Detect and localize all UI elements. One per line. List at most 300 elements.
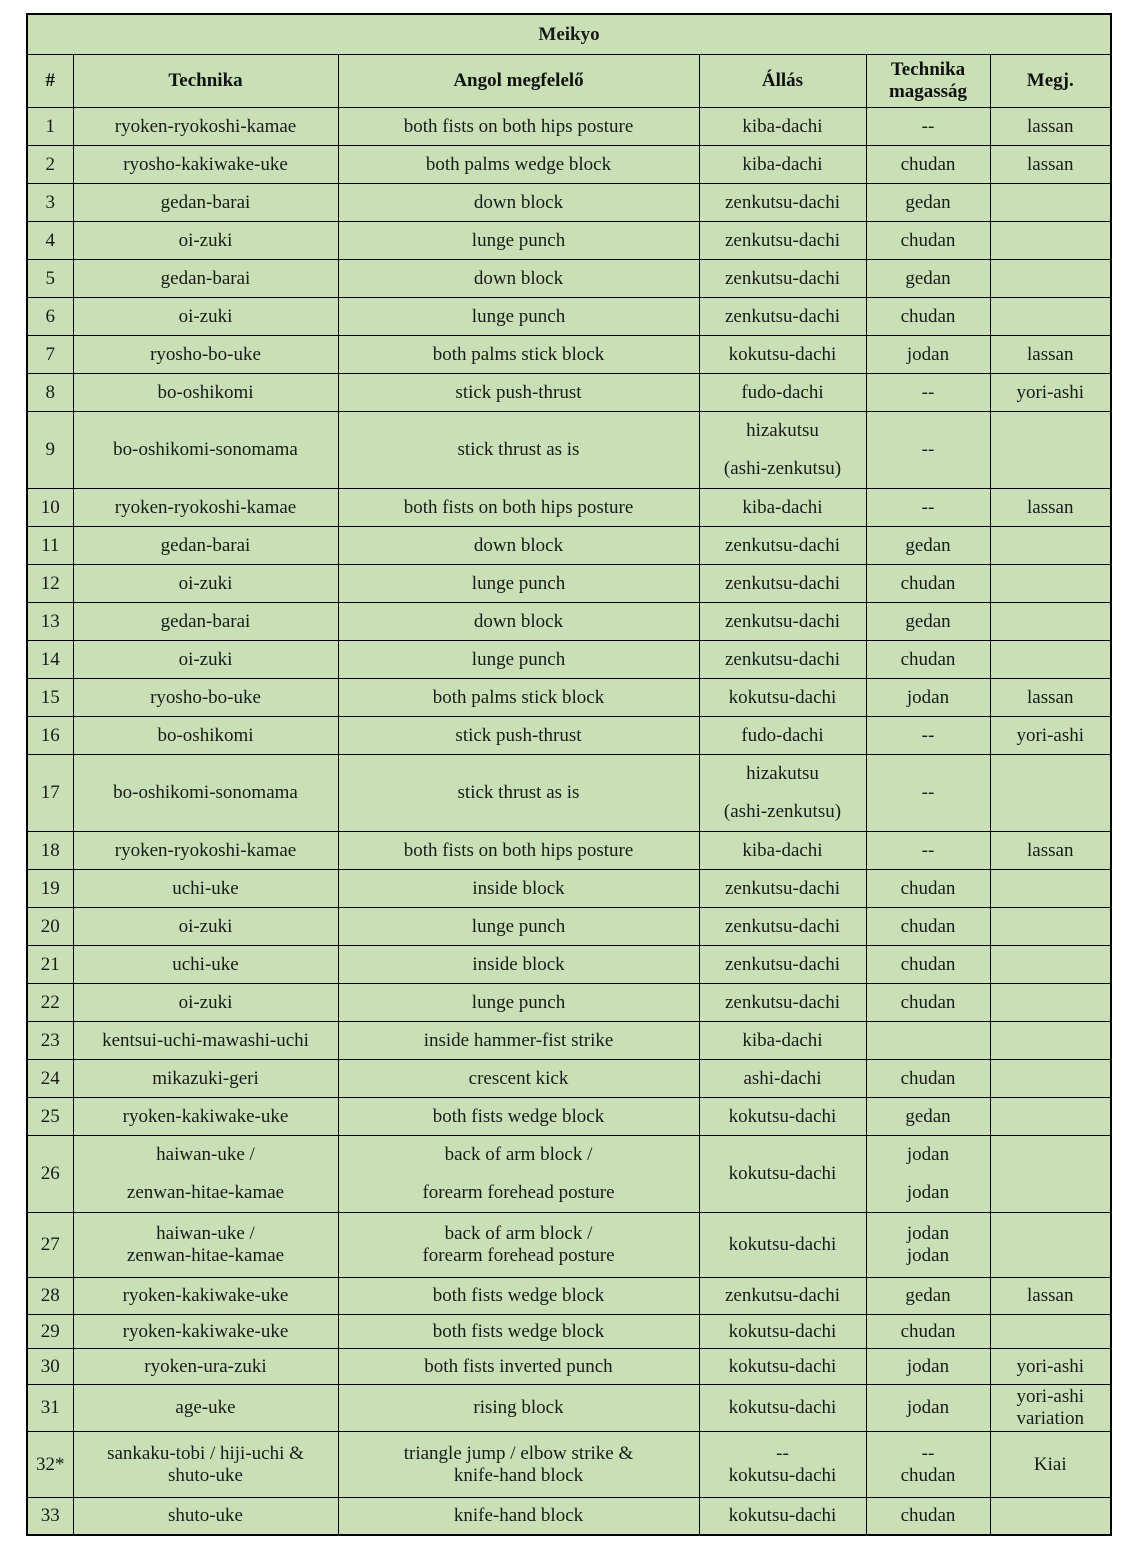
cell-allas [699,374,866,412]
cell-angol-line: rising block [473,1397,564,1419]
cell-magassag [866,1022,990,1060]
cell-allas-line: (ashi-zenkutsu) [723,801,842,822]
cell-technika-line: ryosho-bo-uke [150,343,261,365]
cell-allas [699,527,866,565]
cell-technika-line: kentsui-uchi-mawashi-uchi [102,1029,309,1051]
cell-magassag-line: jodan [906,1397,950,1419]
cell-technika-line: sankaku-tobi / hiji-uchi & [107,1442,304,1464]
cell-magassag [866,1498,990,1535]
cell-magassag-line: chudan [900,153,956,175]
cell-angol [338,1022,699,1060]
cell-number: 6 [27,298,73,336]
cell-megj [990,1349,1111,1385]
table-row [27,1022,1111,1060]
cell-magassag-line: jodan [906,1355,950,1377]
cell-allas-line: kiba-dachi [742,115,823,137]
cell-angol-line: forearm forehead posture [422,1245,615,1266]
cell-magassag [866,1349,990,1385]
cell-allas-line: zenkutsu-dachi [724,305,840,327]
cell-megj [990,1060,1111,1098]
cell-technika [73,603,338,641]
cell-number: 13 [27,603,73,641]
cell-number: 28 [27,1278,73,1315]
cell-technika [73,1136,338,1213]
cell-technika [73,298,338,336]
cell-allas-line: zenkutsu-dachi [724,991,840,1013]
cell-angol-line: both fists on both hips posture [403,839,634,861]
cell-allas [699,222,866,260]
cell-allas-line: kiba-dachi [742,1029,823,1051]
cell-megj [990,832,1111,870]
cell-megj [990,184,1111,222]
table-row [27,1349,1111,1385]
table-row [27,1315,1111,1349]
cell-magassag-line: gedan [905,1285,951,1307]
cell-magassag [866,146,990,184]
cell-technika [73,679,338,717]
cell-magassag [866,641,990,679]
cell-allas [699,146,866,184]
cell-allas-line: kokutsu-dachi [728,1504,837,1526]
cell-number: 9 [27,412,73,489]
cell-number: 29 [27,1315,73,1349]
cell-magassag [866,1213,990,1278]
cell-number: 7 [27,336,73,374]
cell-magassag [866,260,990,298]
cell-allas [699,603,866,641]
cell-magassag [866,412,990,489]
cell-number: 10 [27,489,73,527]
cell-angol-line: lunge punch [471,305,566,327]
cell-angol-line: inside hammer-fist strike [423,1029,614,1051]
cell-megj [990,1136,1111,1213]
cell-magassag-line: jodan [906,1245,950,1266]
cell-technika [73,870,338,908]
header-allas: Állás [699,55,866,108]
cell-number: 27 [27,1213,73,1278]
cell-allas [699,717,866,755]
table-row [27,1098,1111,1136]
cell-megj [990,1098,1111,1136]
table-row [27,489,1111,527]
cell-allas-line: kiba-dachi [742,496,823,518]
table-title: Meikyo [27,14,1111,55]
table-row [27,1278,1111,1315]
table-row [27,222,1111,260]
cell-magassag-line: gedan [905,267,951,289]
cell-megj [990,146,1111,184]
cell-angol [338,679,699,717]
cell-allas [699,298,866,336]
table-row [27,1385,1111,1432]
cell-technika-line: shuto-uke [168,1504,243,1526]
cell-angol [338,1432,699,1498]
cell-magassag [866,1385,990,1432]
cell-megj-line: yori-ashi [1016,724,1085,746]
cell-magassag-line: -- [921,381,935,403]
cell-magassag [866,908,990,946]
cell-megj [990,717,1111,755]
cell-angol [338,1315,699,1349]
cell-number: 31 [27,1385,73,1432]
cell-allas [699,1213,866,1278]
cell-technika-line: ryoken-kakiwake-uke [122,1105,289,1127]
cell-technika-line: ryosho-bo-uke [150,686,261,708]
cell-technika-line: bo-oshikomi-sonomama [113,439,298,461]
cell-magassag [866,184,990,222]
cell-allas-line: kokutsu-dachi [728,1464,837,1486]
cell-angol-line: both fists wedge block [432,1105,605,1127]
cell-megj [990,1213,1111,1278]
cell-number: 2 [27,146,73,184]
cell-megj [990,641,1111,679]
table-row [27,374,1111,412]
cell-magassag [866,870,990,908]
cell-magassag-line: jodan [906,686,950,708]
cell-number: 20 [27,908,73,946]
cell-angol-line: both fists wedge block [432,1320,605,1342]
cell-allas [699,908,866,946]
table-row [27,946,1111,984]
table-row [27,1498,1111,1535]
cell-number: 11 [27,527,73,565]
cell-allas-line: kokutsu-dachi [728,343,837,365]
cell-megj-line: yori-ashi [1016,1355,1085,1377]
cell-magassag-line: jodan [906,1223,950,1245]
table-row [27,260,1111,298]
cell-number: 17 [27,755,73,832]
cell-number: 12 [27,565,73,603]
cell-angol [338,717,699,755]
table-row [27,1213,1111,1278]
cell-allas-line: zenkutsu-dachi [724,191,840,213]
kata-table [26,13,1112,1536]
cell-allas-line: kokutsu-dachi [728,1355,837,1377]
cell-allas-line: zenkutsu-dachi [724,915,840,937]
cell-allas [699,679,866,717]
cell-magassag [866,374,990,412]
cell-angol [338,1278,699,1315]
cell-angol [338,260,699,298]
cell-angol-line: triangle jump / elbow strike & [403,1442,634,1464]
cell-technika-line: oi-zuki [178,648,233,670]
cell-magassag [866,679,990,717]
cell-technika [73,146,338,184]
table-row [27,870,1111,908]
cell-technika-line: oi-zuki [178,572,233,594]
cell-magassag-line: -- [921,496,935,518]
cell-number: 33 [27,1498,73,1535]
cell-number: 5 [27,260,73,298]
cell-magassag-line: -- [921,439,935,461]
cell-allas-line: (ashi-zenkutsu) [723,458,842,479]
cell-magassag [866,527,990,565]
cell-magassag-line: -- [921,782,935,804]
cell-megj-line: lassan [1027,115,1074,137]
cell-angol-line: both palms stick block [432,686,605,708]
cell-allas [699,1060,866,1098]
cell-angol [338,984,699,1022]
cell-allas-line: zenkutsu-dachi [724,534,840,556]
cell-technika-line: ryosho-kakiwake-uke [123,153,288,175]
cell-technika [73,489,338,527]
cell-technika-line: oi-zuki [178,991,233,1013]
cell-angol [338,565,699,603]
cell-magassag-line: chudan [900,991,956,1013]
cell-angol-line: forearm forehead posture [422,1182,615,1203]
cell-technika [73,336,338,374]
cell-angol-line: lunge punch [471,572,566,594]
cell-megj-line: Kiai [1033,1453,1067,1475]
cell-technika [73,108,338,146]
cell-technika-line: ryoken-ryokoshi-kamae [114,496,297,518]
cell-technika [73,641,338,679]
cell-magassag-line: chudan [900,877,956,899]
cell-magassag-line: chudan [900,1067,956,1089]
cell-magassag [866,298,990,336]
cell-angol-line: lunge punch [471,648,566,670]
cell-megj [990,489,1111,527]
cell-number: 3 [27,184,73,222]
cell-allas [699,1498,866,1535]
cell-angol [338,870,699,908]
cell-angol-line: both palms stick block [432,343,605,365]
cell-angol-line: lunge punch [471,915,566,937]
cell-technika-line: uchi-uke [172,953,239,975]
cell-technika [73,717,338,755]
cell-technika-line: gedan-barai [160,610,251,632]
cell-megj [990,1315,1111,1349]
cell-allas [699,336,866,374]
cell-technika [73,1385,338,1432]
cell-magassag [866,108,990,146]
cell-megj [990,374,1111,412]
cell-angol-line: stick push-thrust [455,724,582,746]
cell-magassag [866,336,990,374]
cell-magassag-line: gedan [905,191,951,213]
cell-angol-line: knife-hand block [453,1464,584,1486]
table-row [27,1136,1111,1213]
cell-number: 14 [27,641,73,679]
cell-angol [338,1385,699,1432]
cell-allas [699,108,866,146]
cell-megj-line: lassan [1027,1285,1074,1307]
cell-technika [73,527,338,565]
cell-angol [338,1098,699,1136]
table-row [27,603,1111,641]
cell-technika-line: ryoken-kakiwake-uke [122,1285,289,1307]
cell-allas-line: fudo-dachi [741,381,824,403]
cell-number: 25 [27,1098,73,1136]
cell-number: 23 [27,1022,73,1060]
cell-allas [699,1315,866,1349]
cell-magassag [866,1098,990,1136]
cell-magassag-line: chudan [900,915,956,937]
cell-megj-line: lassan [1027,686,1074,708]
cell-angol [338,412,699,489]
table-row [27,908,1111,946]
cell-angol-line: inside block [472,953,565,975]
cell-allas-line: kokutsu-dachi [728,1320,837,1342]
cell-technika-line: oi-zuki [178,915,233,937]
cell-technika [73,1349,338,1385]
cell-angol [338,832,699,870]
cell-technika [73,412,338,489]
cell-allas-line: -- [776,1442,789,1464]
cell-angol-line: stick thrust as is [457,782,580,804]
cell-number: 24 [27,1060,73,1098]
header-magassag [866,55,990,108]
cell-allas-line: zenkutsu-dachi [724,648,840,670]
cell-technika [73,260,338,298]
table-row [27,565,1111,603]
cell-angol [338,1498,699,1535]
cell-magassag-line: -- [921,724,935,746]
cell-angol-line: knife-hand block [453,1504,584,1526]
cell-megj-line: lassan [1027,496,1074,518]
cell-technika-line: gedan-barai [160,534,251,556]
cell-technika [73,1022,338,1060]
cell-magassag-line: chudan [900,1320,956,1342]
cell-technika [73,1315,338,1349]
cell-megj [990,1385,1111,1432]
table-row [27,1432,1111,1498]
cell-allas [699,184,866,222]
cell-megj [990,1022,1111,1060]
cell-magassag [866,1060,990,1098]
cell-angol [338,374,699,412]
cell-angol-line: down block [473,191,564,213]
cell-technika [73,184,338,222]
cell-magassag-line: gedan [905,610,951,632]
cell-magassag [866,489,990,527]
cell-angol [338,908,699,946]
cell-angol-line: crescent kick [468,1067,569,1089]
cell-angol-line: lunge punch [471,991,566,1013]
cell-megj [990,260,1111,298]
table-body [27,108,1111,1535]
cell-number: 21 [27,946,73,984]
cell-angol [338,1349,699,1385]
cell-angol-line: both fists inverted punch [424,1355,613,1377]
header-technika: Technika [73,55,338,108]
cell-allas [699,1278,866,1315]
cell-megj [990,527,1111,565]
header-megj: Megj. [990,55,1111,108]
cell-megj [990,412,1111,489]
cell-technika [73,832,338,870]
cell-technika-line: gedan-barai [160,191,251,213]
cell-magassag [866,1278,990,1315]
cell-technika-line: oi-zuki [178,305,233,327]
cell-magassag-line: chudan [900,572,956,594]
cell-allas-line: kokutsu-dachi [728,686,837,708]
table-row [27,641,1111,679]
cell-allas [699,1098,866,1136]
cell-megj [990,336,1111,374]
cell-allas-line: kokutsu-dachi [728,1105,837,1127]
cell-angol-line: both fists on both hips posture [403,115,634,137]
cell-technika-line: haiwan-uke / [156,1223,255,1245]
cell-allas-line: zenkutsu-dachi [724,1285,840,1307]
cell-technika-line: zenwan-hitae-kamae [126,1182,285,1203]
cell-angol-line: lunge punch [471,229,566,251]
cell-number: 30 [27,1349,73,1385]
cell-allas [699,489,866,527]
cell-allas [699,946,866,984]
cell-allas-line: zenkutsu-dachi [724,229,840,251]
cell-megj [990,603,1111,641]
cell-angol-line: stick thrust as is [457,439,580,461]
cell-megj [990,908,1111,946]
table-row [27,717,1111,755]
cell-megj [990,222,1111,260]
cell-number: 32* [27,1432,73,1498]
cell-allas [699,1432,866,1498]
cell-angol [338,489,699,527]
cell-technika-line: age-uke [175,1397,236,1419]
cell-technika-line: zenwan-hitae-kamae [126,1245,285,1266]
cell-number: 19 [27,870,73,908]
cell-angol-line: back of arm block / [444,1144,593,1165]
cell-technika-line: uchi-uke [172,877,239,899]
cell-magassag-line: -- [921,1442,935,1464]
cell-technika-line: ryoken-ura-zuki [144,1355,267,1377]
cell-allas-line: kiba-dachi [742,153,823,175]
header-angol: Angol megfelelő [338,55,699,108]
cell-angol [338,184,699,222]
cell-angol-line: down block [473,267,564,289]
cell-megj-line: yori-ashi [1016,1386,1085,1408]
cell-allas-line: zenkutsu-dachi [724,953,840,975]
cell-angol [338,336,699,374]
cell-angol [338,108,699,146]
cell-allas [699,1385,866,1432]
cell-technika [73,1278,338,1315]
cell-technika [73,984,338,1022]
cell-magassag [866,717,990,755]
cell-magassag [866,603,990,641]
cell-allas [699,1022,866,1060]
cell-allas [699,412,866,489]
cell-magassag [866,1432,990,1498]
cell-allas [699,260,866,298]
cell-angol [338,298,699,336]
cell-megj [990,298,1111,336]
cell-magassag-line: jodan [906,1182,950,1203]
cell-allas-line: kokutsu-dachi [728,1163,837,1185]
cell-allas [699,565,866,603]
table-row [27,412,1111,489]
cell-megj [990,565,1111,603]
table-row [27,1060,1111,1098]
cell-technika [73,565,338,603]
cell-allas-line: kokutsu-dachi [728,1397,837,1419]
cell-number: 8 [27,374,73,412]
cell-technika [73,908,338,946]
cell-number: 1 [27,108,73,146]
cell-magassag-line: gedan [905,534,951,556]
cell-number: 15 [27,679,73,717]
cell-number: 4 [27,222,73,260]
cell-technika [73,222,338,260]
cell-technika [73,755,338,832]
cell-allas-line: zenkutsu-dachi [724,267,840,289]
cell-megj [990,679,1111,717]
cell-allas-line: fudo-dachi [741,724,824,746]
table-row [27,832,1111,870]
cell-megj-line: lassan [1027,153,1074,175]
